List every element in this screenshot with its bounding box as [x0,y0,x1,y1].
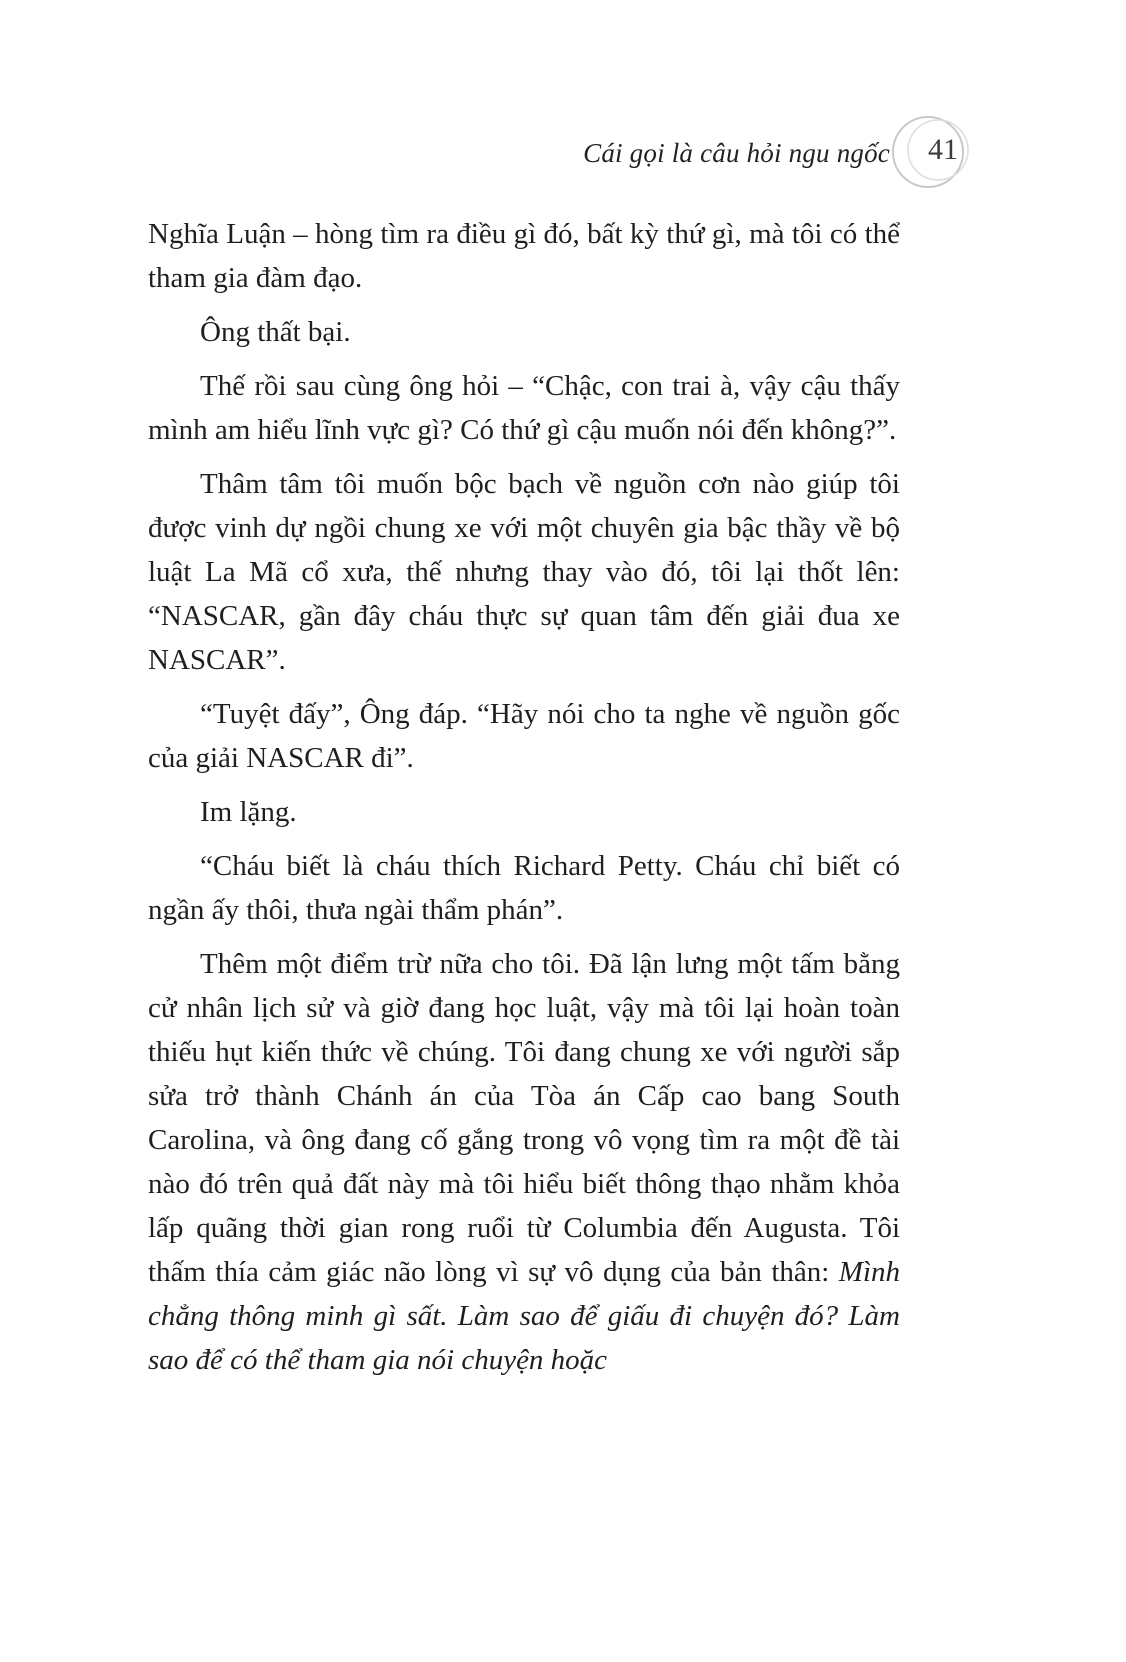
page-body [148,212,900,1392]
text-run: Thâm tâm tôi muốn bộc bạch về nguồn cơn nào giúp tôi được vinh dự ngồi chung xe với một chuyên gia bậc thầy về bộ luật La Mã cổ xưa, thế nhưng thay vào đó, tôi lại thốt lên: “NASCAR, gần đây cháu thực sự quan tâm đến giải đua xe NASCAR”. [148,468,900,676]
paragraph [148,310,900,354]
text-run: “Tuyệt đấy”, Ông đáp. “Hãy nói cho ta nghe về nguồn gốc của giải NASCAR đi”. [148,698,900,774]
text-run: “Cháu biết là cháu thích Richard Petty. Cháu chỉ biết có ngần ấy thôi, thưa ngài thẩm phán”. [148,850,900,926]
paragraph [148,364,900,452]
text-run: Ông thất bại. [200,316,351,348]
paragraph [148,692,900,780]
running-title: Cái gọi là câu hỏi ngu ngốc [583,138,890,168]
italic-text-run: Mình chẳng thông minh gì sất. Làm sao để giấu đi chuyện đó? Làm sao để có thể tham gia nói chuyện hoặc [148,1256,900,1376]
paragraph [148,844,900,932]
page-number-ornament [884,110,1000,194]
text-run: Thêm một điểm trừ nữa cho tôi. Đã lận lưng một tấm bằng cử nhân lịch sử và giờ đang học luật, vậy mà tôi lại hoàn toàn thiếu hụt kiến thức về chúng. Tôi đang chung xe với người sắp sửa trở thành Chánh án của Tòa án Cấp cao bang South Carolina, và ông đang cố gắng trong vô vọng tìm ra một đề tài nào đó trên quả đất này mà tôi hiểu biết thông thạo nhằm khỏa lấp quãng thời gian rong ruổi từ Columbia đến Augusta. Tôi thấm thía cảm giác não lòng vì sự vô dụng của bản thân: [148,948,900,1288]
text-run: Thế rồi sau cùng ông hỏi – “Chậc, con trai à, vậy cậu thấy mình am hiểu lĩnh vực gì? Có thứ gì cậu muốn nói đến không?”. [148,370,900,446]
text-run: Im lặng. [200,796,297,828]
paragraph [148,462,900,682]
paragraph [148,790,900,834]
text-run: Nghĩa Luận – hòng tìm ra điều gì đó, bất kỳ thứ gì, mà tôi có thể tham gia đàm đạo. [148,218,900,294]
paragraph [148,942,900,1382]
paragraph [148,212,900,300]
page-number: 41 [928,133,958,166]
